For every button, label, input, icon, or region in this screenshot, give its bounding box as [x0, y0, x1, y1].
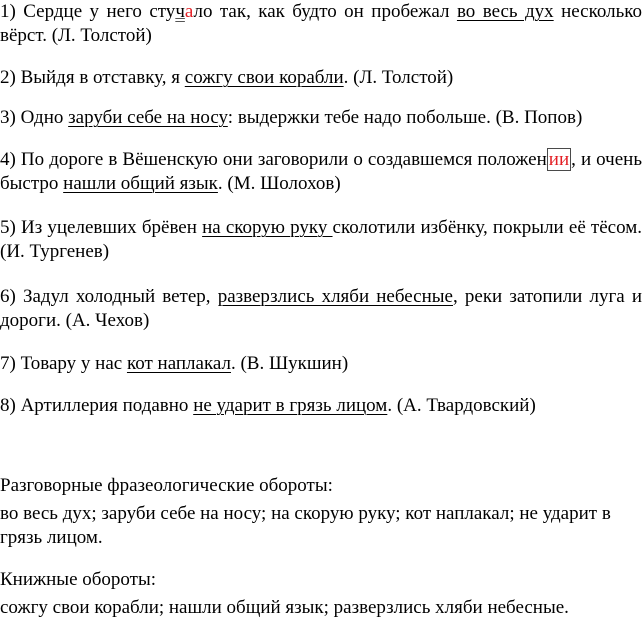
- phraseologism: нашли общий язык: [63, 173, 218, 194]
- sentence-text: Задул холодный ветер,: [22, 286, 218, 307]
- sentence-text: , реки затопили луга и дороги. (А. Чехов): [0, 286, 643, 331]
- phraseologism: на скорую руку: [202, 217, 333, 238]
- highlighted-letter: а: [184, 1, 194, 22]
- phraseologism: сожгу свои корабли: [184, 67, 344, 88]
- sentence-number: 5): [0, 217, 16, 238]
- sentence-text: . (М. Шолохов): [217, 173, 341, 194]
- phraseologism: заруби себе на носу: [68, 107, 228, 128]
- marked-letter: ч: [175, 1, 185, 22]
- colloquial-list: во весь дух; заруби себе на носу; на скорую руку; кот наплакал; не ударит в грязь лицом.: [0, 503, 611, 548]
- bookish-list: сожгу свои корабли; нашли общий язык; разверзлись хляби небесные.: [0, 597, 569, 618]
- phraseologism: во весь дух: [456, 1, 554, 22]
- sentence-7: [0, 352, 642, 376]
- sentence-text: . (А. Твардовский): [387, 395, 536, 416]
- sentence-text: ло так, как будто он пробежал: [193, 1, 457, 22]
- sentence-number: 4): [0, 149, 16, 170]
- sentence-5: [0, 216, 642, 264]
- sentence-text: . (В. Шукшин): [230, 353, 349, 374]
- phraseologism: разверзлись хляби небесные: [217, 286, 453, 307]
- sentence-text: Артиллерия подавно: [20, 395, 194, 416]
- sentence-number: 6): [0, 286, 16, 307]
- sentence-text: Выйдя в отставку, я: [20, 67, 185, 88]
- highlighted-ending: ии: [548, 149, 570, 170]
- phraseologism: не ударит в грязь лицом: [193, 395, 388, 416]
- sentence-text: По дороге в Вёшенскую они заговорили о создавшемся положен: [20, 149, 547, 170]
- sentence-text: Из уцелевших брёвен: [21, 217, 203, 238]
- sentence-number: 1): [0, 1, 16, 22]
- sentence-1: [0, 0, 642, 48]
- sentence-number: 8): [0, 395, 16, 416]
- sentence-8: [0, 394, 642, 418]
- bookish-heading: Книжные обороты:: [0, 569, 157, 590]
- sentence-text: . (Л. Толстой): [343, 67, 454, 88]
- sentence-number: 3): [0, 107, 16, 128]
- colloquial-heading: Разговорные фразеологические обороты:: [0, 475, 333, 496]
- sentence-4: [0, 148, 642, 196]
- sentence-text: сколотили избёнку, покрыли её тёсом. (И. Тургенев): [0, 217, 642, 262]
- phraseologism: кот наплакал: [126, 353, 231, 374]
- sentence-number: 7): [0, 353, 16, 374]
- sentence-text: : выдержки тебе надо побольше. (В. Попов): [227, 107, 583, 128]
- sentence-6: [0, 285, 642, 333]
- sentence-text: Одно: [20, 107, 69, 128]
- sentence-text: Товару у нас: [20, 353, 127, 374]
- sentence-2: [0, 66, 642, 90]
- sentence-number: 2): [0, 67, 16, 88]
- sentence-text: несколько вёрст. (Л. Толстой): [0, 1, 643, 46]
- sentence-text: , и очень быстро: [0, 149, 643, 194]
- sentence-text: Сердце у него сту: [23, 1, 176, 22]
- sentence-3: [0, 106, 642, 130]
